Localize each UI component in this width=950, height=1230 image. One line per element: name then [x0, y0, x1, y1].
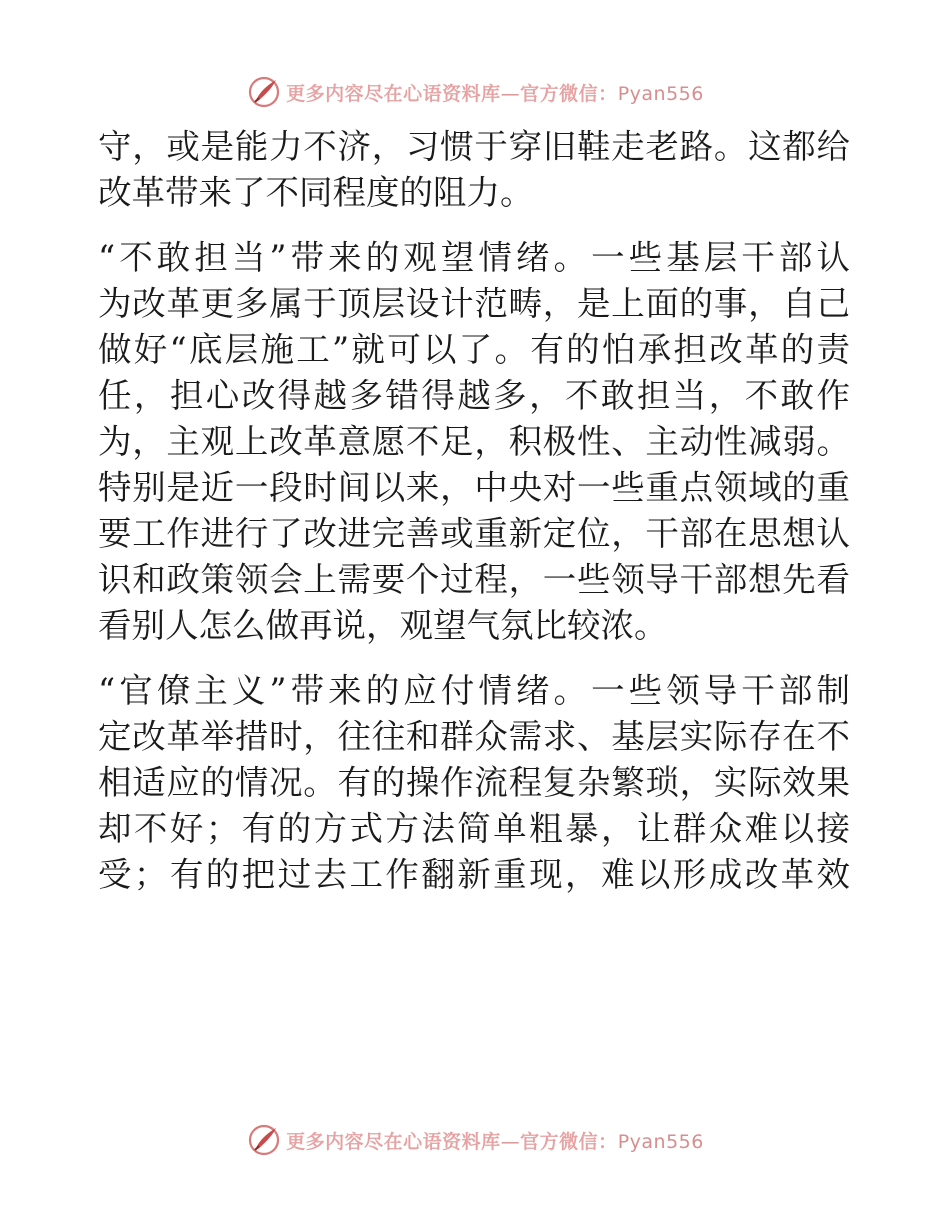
document-body	[98, 124, 850, 898]
watermark-text	[286, 79, 704, 106]
paragraph-heading-line: “不敢担当”带来的观望情绪。一些基层干部认	[98, 238, 850, 277]
watermark-separator: —	[500, 82, 521, 105]
header-watermark	[0, 72, 950, 112]
paragraph-heading-line: “官僚主义”带来的应付情绪。一些领导干部制	[98, 671, 850, 710]
watermark-separator: —	[500, 1130, 521, 1153]
watermark-brand: 更多内容尽在心语资料库	[286, 1130, 501, 1153]
watermark-contact: 官方微信：	[520, 82, 618, 105]
text-line: 做好“底层施工”就可以了。有的怕承担改革的责	[98, 330, 850, 369]
text-line: 为，主观上改革意愿不足，积极性、主动性减弱。	[98, 422, 850, 461]
text-line: 特别是近一段时间以来，中央对一些重点领域的重	[98, 468, 850, 507]
footer-watermark	[0, 1120, 950, 1160]
text-line: 为改革更多属于顶层设计范畴，是上面的事，自己	[98, 284, 850, 323]
text-line: 识和政策领会上需要个过程，一些领导干部想先看	[98, 560, 850, 599]
text-line: 定改革举措时，往往和群众需求、基层实际存在不	[98, 717, 850, 756]
text-line: 相适应的情况。有的操作流程复杂繁琐，实际效果	[98, 763, 850, 802]
text-line: 守，或是能力不济，习惯于穿旧鞋走老路。这都给	[98, 127, 850, 166]
watermark-text	[286, 1127, 704, 1154]
text-line: 却不好；有的方式方法简单粗暴，让群众难以接	[98, 809, 850, 848]
quill-pen-seal-icon	[246, 74, 282, 110]
watermark-brand: 更多内容尽在心语资料库	[286, 82, 501, 105]
watermark-handle: Pyan556	[617, 1130, 704, 1153]
watermark-contact: 官方微信：	[520, 1130, 618, 1153]
text-line: 改革带来了不同程度的阻力。	[98, 173, 534, 212]
quill-pen-seal-icon	[246, 1122, 282, 1158]
text-line: 受；有的把过去工作翻新重现，难以形成改革效	[98, 855, 850, 894]
text-line: 任，担心改得越多错得越多，不敢担当，不敢作	[98, 376, 850, 415]
text-line: 要工作进行了改进完善或重新定位，干部在思想认	[98, 514, 850, 553]
watermark-handle: Pyan556	[617, 82, 704, 105]
text-line: 看别人怎么做再说，观望气氛比较浓。	[98, 606, 668, 645]
